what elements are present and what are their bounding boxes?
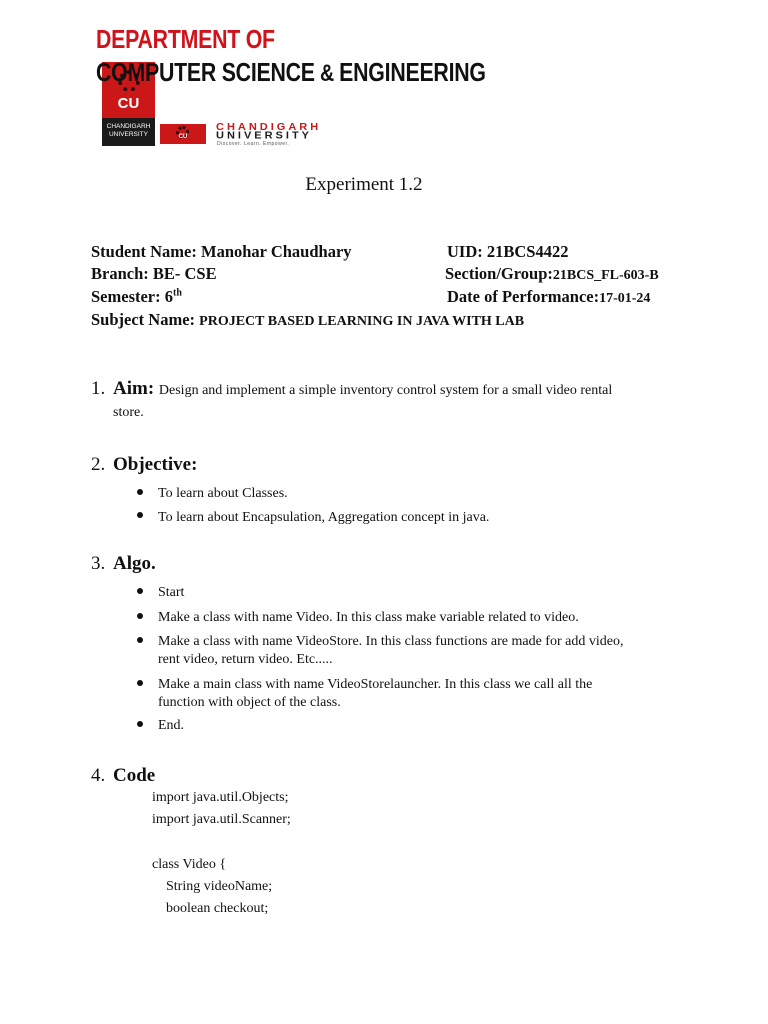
dept-amp: & xyxy=(314,60,340,87)
date-line xyxy=(447,287,650,307)
algo-item xyxy=(158,676,678,712)
uid-line xyxy=(447,242,568,262)
objective-heading: Objective: xyxy=(113,454,198,475)
subject-line xyxy=(91,310,524,330)
aim-heading: Aim: xyxy=(113,378,155,399)
subject-label: Subject Name: xyxy=(91,310,200,329)
wordmark-line-1: CHANDIGARH xyxy=(216,122,322,133)
code-line: import java.util.Objects; xyxy=(152,790,289,805)
date-value: 17-01-24 xyxy=(599,291,651,306)
algo-item-line-2: function with object of the class. xyxy=(158,695,341,710)
bullet-icon xyxy=(137,680,143,686)
dept-cs: COMPUTER SCIENCE xyxy=(96,57,315,87)
objective-number: 2. xyxy=(91,454,106,475)
date-label: Date of Performance: xyxy=(447,287,600,306)
algo-heading: Algo. xyxy=(113,553,156,574)
branch-line xyxy=(91,264,217,284)
uid-value: 21BCS4422 xyxy=(486,242,569,261)
semester-label: Semester: xyxy=(91,287,165,306)
algo-item-line-1: Make a class with name VideoStore. In this class functions are made for add video, xyxy=(158,634,624,649)
algo-number: 3. xyxy=(91,553,106,574)
experiment-title-text: Experiment 1.2 xyxy=(305,174,423,195)
objective-item: To learn about Classes. xyxy=(158,486,288,501)
student-value: Manohar Chaudhary xyxy=(201,242,352,261)
university-tagline: Discover. Learn. Empower. xyxy=(217,141,290,147)
bullet-icon xyxy=(137,613,143,619)
section-label: Section/Group: xyxy=(445,264,553,283)
department-line-1: DEPARTMENT OF xyxy=(96,24,275,54)
code-line: boolean checkout; xyxy=(152,901,269,917)
subject-value: PROJECT BASED LEARNING IN JAVA WITH LAB xyxy=(199,314,525,329)
code-section-heading xyxy=(91,765,155,787)
dept-eng: ENGINEERING xyxy=(339,57,486,87)
semester-value: 6 xyxy=(164,287,174,306)
algo-section-heading xyxy=(91,553,156,575)
aim-section-heading xyxy=(91,378,612,400)
aim-text-line-1: Design and implement a simple inventory control system for a small video rental xyxy=(158,383,613,398)
university-wordmark xyxy=(216,124,321,140)
bullet-icon xyxy=(137,637,143,643)
department-line-2 xyxy=(96,57,486,88)
bullet-icon xyxy=(137,721,143,727)
wordmark-line-2: UNIVERSITY xyxy=(216,130,313,141)
algo-item xyxy=(158,633,678,669)
code-line xyxy=(152,832,291,854)
semester-sup: th xyxy=(173,287,182,299)
student-name-line xyxy=(91,242,352,262)
branch-value: BE- CSE xyxy=(152,264,217,283)
algo-item: Make a class with name Video. In this class make variable related to video. xyxy=(158,610,579,625)
bullet-icon xyxy=(137,512,143,518)
branch-label: Branch: xyxy=(91,264,153,283)
code-line: String videoName; xyxy=(152,879,273,895)
cu-logo-subtext: CHANDIGARH UNIVERSITY xyxy=(102,118,155,146)
bullet-icon xyxy=(137,588,143,594)
algo-item-line-1: Make a main class with name VideoStorelauncher. In this class we call all the xyxy=(158,677,593,692)
code-block xyxy=(152,787,291,921)
algo-item: Start xyxy=(158,585,185,600)
code-line: class Video { xyxy=(152,856,227,872)
aim-text-line-2: store. xyxy=(113,405,144,420)
semester-line xyxy=(91,287,182,307)
code-number: 4. xyxy=(91,765,106,786)
objective-section-heading xyxy=(91,454,197,476)
section-line xyxy=(445,264,659,284)
algo-item-line-2: rent video, return video. Etc..... xyxy=(158,652,333,667)
code-line: import java.util.Scanner; xyxy=(152,812,291,828)
code-heading: Code xyxy=(113,765,156,786)
bullet-icon xyxy=(137,489,143,495)
objective-item: To learn about Encapsulation, Aggregation concept in java. xyxy=(158,510,490,525)
mini-cu-logo xyxy=(160,124,206,144)
section-value: 21BCS_FL-603-B xyxy=(552,268,659,283)
algo-item: End. xyxy=(158,718,185,733)
cu-logo-text: CU xyxy=(117,95,140,112)
aim-number: 1. xyxy=(91,378,106,399)
experiment-title xyxy=(0,174,768,196)
uid-label: UID: xyxy=(447,242,487,261)
mini-cu-text: CU xyxy=(178,134,188,140)
student-label: Student Name: xyxy=(91,242,201,261)
